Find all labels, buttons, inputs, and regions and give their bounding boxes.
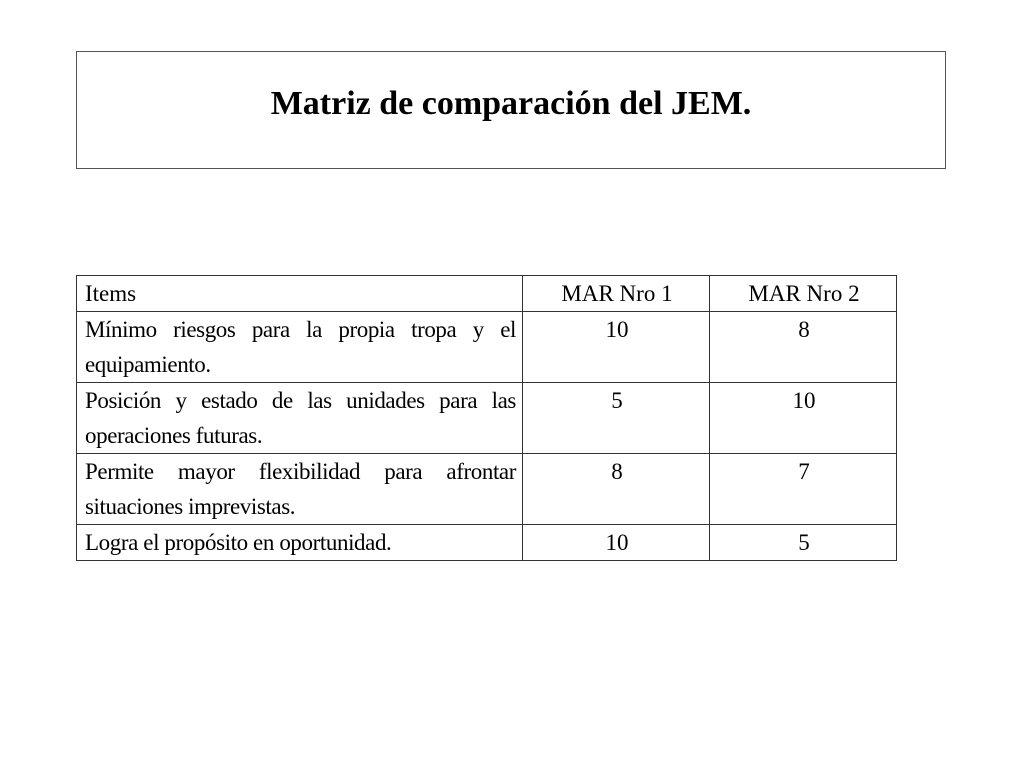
cell-item: Logra el propósito en oportunidad.	[77, 525, 523, 561]
cell-mar-2: 8	[710, 312, 897, 383]
cell-mar-2: 5	[710, 525, 897, 561]
header-mar-2: MAR Nro 2	[710, 276, 897, 312]
comparison-table	[76, 275, 897, 561]
cell-item: Permite mayor flexibilidad para afrontar situaciones imprevistas.	[77, 454, 523, 525]
table-row	[77, 383, 897, 454]
title-box	[76, 51, 946, 169]
table-header-row	[77, 276, 897, 312]
slide-title: Matriz de comparación del JEM.	[270, 85, 752, 122]
cell-mar-2: 7	[710, 454, 897, 525]
cell-mar-1: 5	[523, 383, 710, 454]
table-row	[77, 525, 897, 561]
cell-mar-1: 10	[523, 312, 710, 383]
cell-mar-1: 8	[523, 454, 710, 525]
cell-mar-1: 10	[523, 525, 710, 561]
table-row	[77, 312, 897, 383]
cell-item: Mínimo riesgos para la propia tropa y el equipamiento.	[77, 312, 523, 383]
cell-item: Posición y estado de las unidades para las operaciones futuras.	[77, 383, 523, 454]
header-mar-1: MAR Nro 1	[523, 276, 710, 312]
table-row	[77, 454, 897, 525]
header-items: Items	[77, 276, 523, 312]
cell-mar-2: 10	[710, 383, 897, 454]
